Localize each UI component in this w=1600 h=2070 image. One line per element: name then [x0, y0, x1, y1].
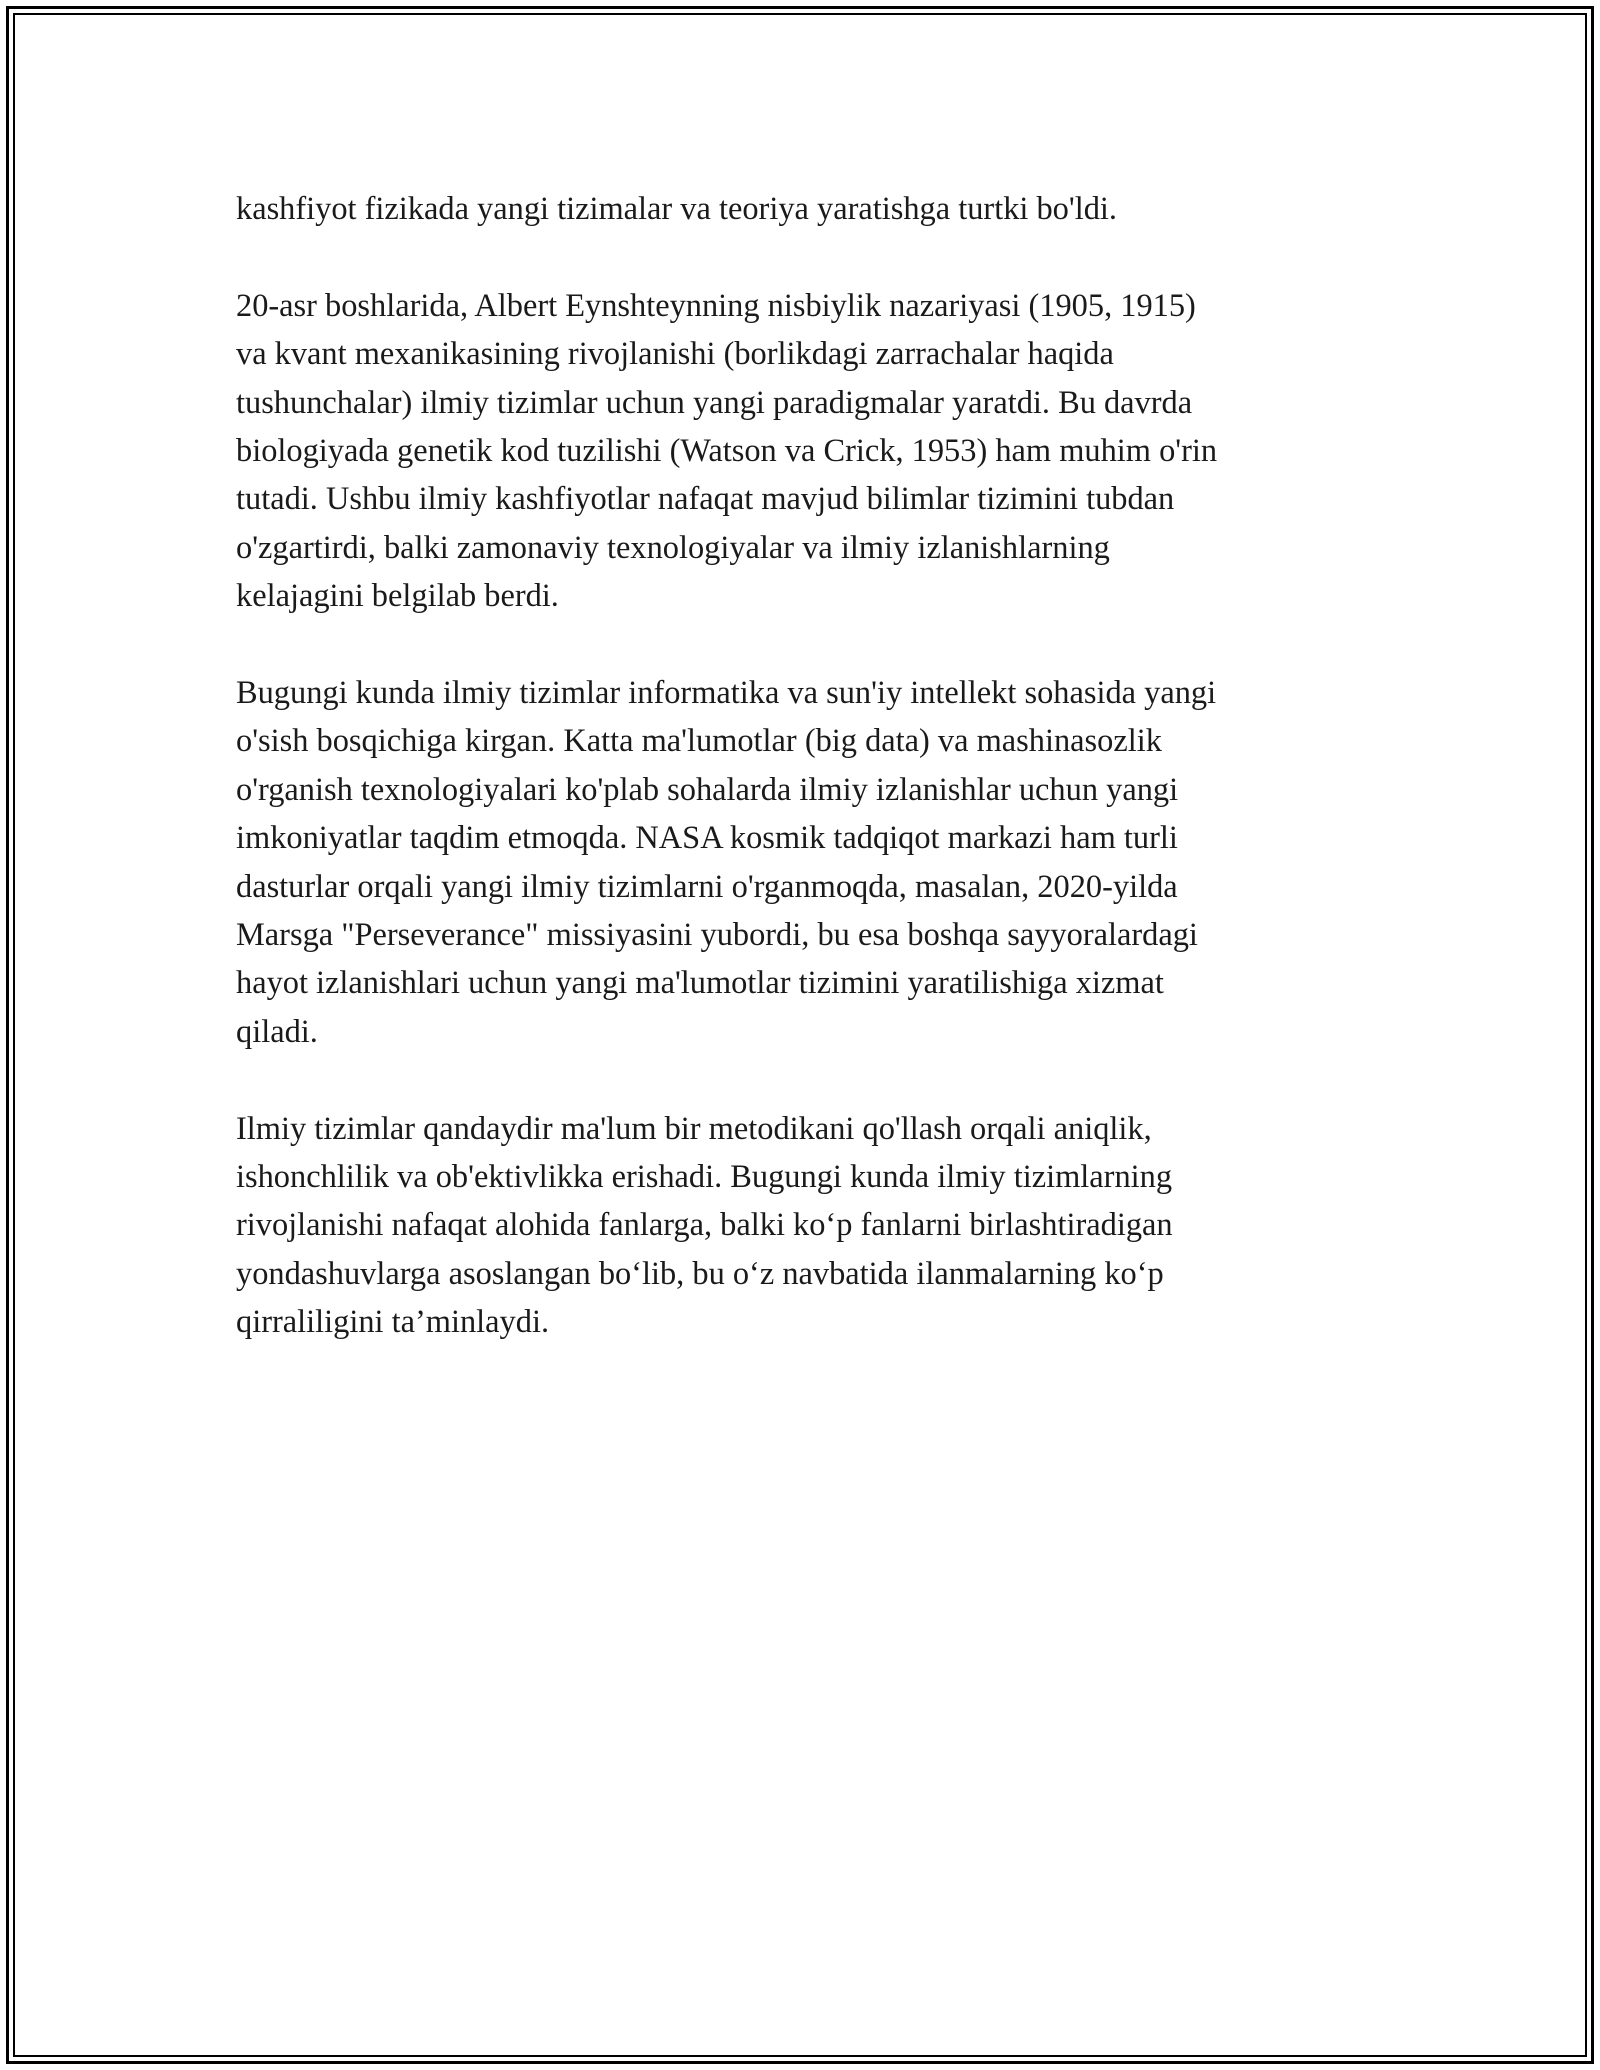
text-line: biologiyada genetik kod tuzilishi (Watson va Crick, 1953) ham muhim o'rin: [236, 433, 1218, 470]
text-line: qiladi.: [236, 1013, 318, 1050]
text-line: rivojlanishi nafaqat alohida fanlarga, balki ko‘p fanlarni birlashtiradigan: [236, 1207, 1173, 1244]
text-line: 20-asr boshlarida, Albert Eynshteynning nisbiylik nazariyasi (1905, 1915): [236, 287, 1196, 324]
paragraph-2: [236, 282, 1366, 621]
text-line: o'sish bosqichiga kirgan. Katta ma'lumotlar (big data) va mashinasozlik: [236, 723, 1162, 760]
text-line: ishonchlilik va ob'ektivlikka erishadi. Bugungi kunda ilmiy tizimlarning: [236, 1159, 1173, 1196]
document-body: [236, 185, 1366, 1395]
text-line: dasturlar orqali yangi ilmiy tizimlarni o'rganmoqda, masalan, 2020-yilda: [236, 868, 1178, 905]
text-line: hayot izlanishlari uchun yangi ma'lumotlar tizimini yaratilishiga xizmat: [236, 965, 1164, 1002]
text-line: tutadi. Ushbu ilmiy kashfiyotlar nafaqat mavjud bilimlar tizimini tubdan: [236, 481, 1175, 518]
text-line: o'zgartirdi, balki zamonaviy texnologiyalar va ilmiy izlanishlarning: [236, 529, 1110, 566]
paragraph-3: [236, 669, 1366, 1056]
text-line: yondashuvlarga asoslangan bo‘lib, bu o‘z navbatida ilanmalarning ko‘p: [236, 1255, 1164, 1292]
paragraph-1: [236, 185, 1366, 233]
text-line: Marsga "Perseverance" missiyasini yubordi, bu esa boshqa sayyoralardagi: [236, 917, 1198, 954]
text-line: va kvant mexanikasining rivojlanishi (borlikdagi zarrachalar haqida: [236, 336, 1114, 373]
text-line: tushunchalar) ilmiy tizimlar uchun yangi paradigmalar yaratdi. Bu davrda: [236, 384, 1193, 421]
text-line: imkoniyatlar taqdim etmoqda. NASA kosmik tadqiqot markazi ham turli: [236, 820, 1178, 857]
text-line: Ilmiy tizimlar qandaydir ma'lum bir metodikani qo'llash orqali aniqlik,: [236, 1110, 1152, 1147]
paragraph-4: [236, 1105, 1366, 1347]
text-line: qirraliligini ta’minlaydi.: [236, 1304, 550, 1341]
text-line: Bugungi kunda ilmiy tizimlar informatika va sun'iy intellekt sohasida yangi: [236, 675, 1217, 712]
text-line: o'rganish texnologiyalari ko'plab sohalarda ilmiy izlanishlar uchun yangi: [236, 771, 1179, 808]
text-line: kelajagini belgilab berdi.: [236, 578, 559, 615]
text-line: kashfiyot fizikada yangi tizimalar va teoriya yaratishga turtki bo'ldi.: [236, 191, 1117, 227]
